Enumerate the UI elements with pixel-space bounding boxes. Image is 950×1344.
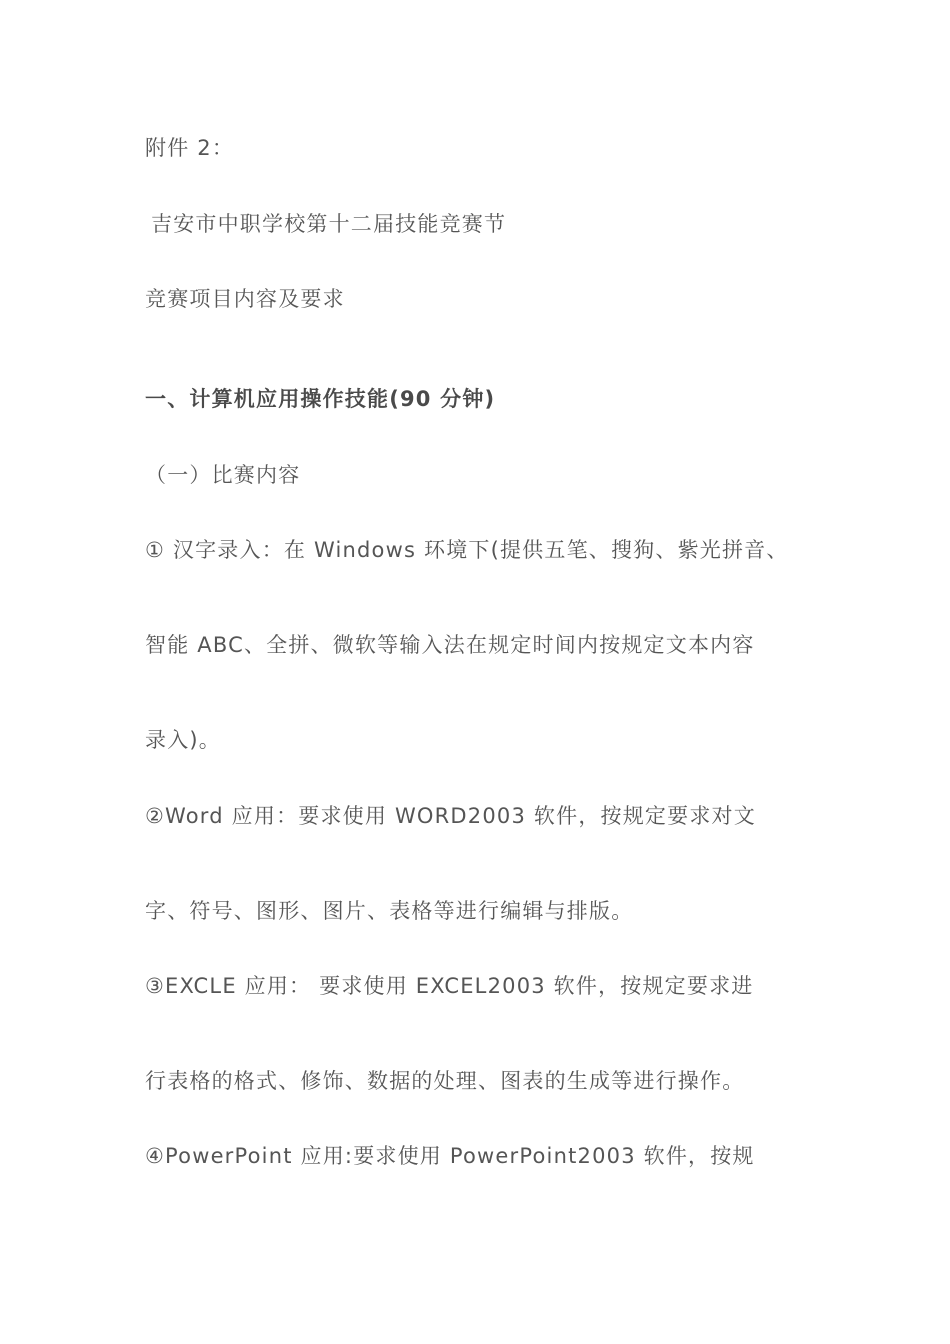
paragraph-line: 行表格的格式、修饰、数据的处理、图表的生成等进行操作。 xyxy=(145,1069,745,1093)
paragraph-line: ③EXCLE 应用： 要求使用 EXCEL2003 软件，按规定要求进 xyxy=(145,974,754,998)
paragraph-line: ④PowerPoint 应用:要求使用 PowerPoint2003 软件，按规 xyxy=(145,1144,755,1168)
paragraph-line: 智能 ABC、全拼、微软等输入法在规定时间内按规定文本内容 xyxy=(145,633,755,657)
paragraph-line: 录入)。 xyxy=(145,728,221,752)
section-heading: 一、计算机应用操作技能(90 分钟) xyxy=(145,387,496,411)
paragraph-line: ②Word 应用：要求使用 WORD2003 软件，按规定要求对文 xyxy=(145,804,756,828)
attachment-label: 附件 2： xyxy=(145,136,235,160)
document-title-line-1: 吉安市中职学校第十二届技能竞赛节 xyxy=(151,212,507,236)
document-title-line-2: 竞赛项目内容及要求 xyxy=(145,287,345,311)
paragraph-line: ① 汉字录入：在 Windows 环境下(提供五笔、搜狗、紫光拼音、 xyxy=(145,538,789,562)
paragraph-line: 字、符号、图形、图片、表格等进行编辑与排版。 xyxy=(145,899,634,923)
subsection-heading: （一）比赛内容 xyxy=(145,463,301,487)
